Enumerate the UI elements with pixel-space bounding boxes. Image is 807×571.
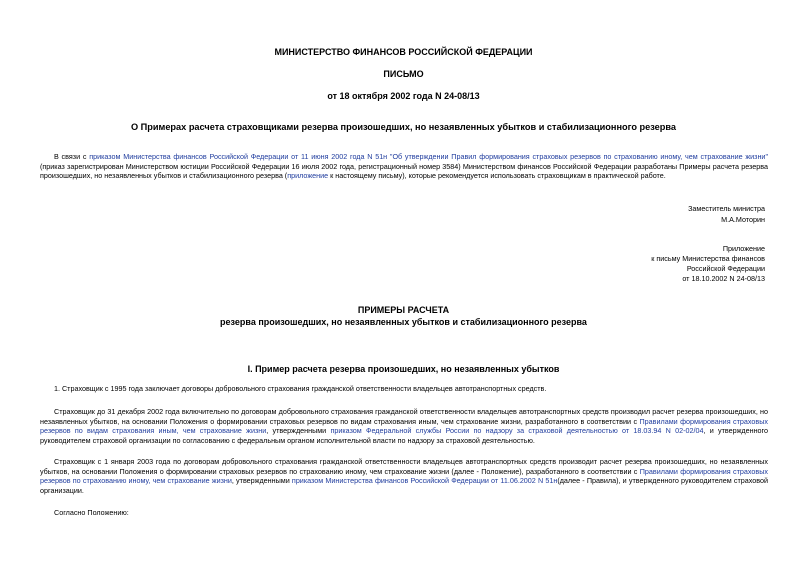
section-1-heading: I. Пример расчета резерва произошедших, но незаявленных убытков <box>247 364 560 374</box>
signature-name: М.А.Моторин <box>721 215 765 224</box>
appendix-ref-line-4: от 18.10.2002 N 24-08/13 <box>682 274 765 283</box>
intro-text-3: к настоящему письму), которые рекомендуется использовать страховщикам в практической работе. <box>328 171 666 181</box>
intro-text-2: (приказ зарегистрирован Министерством юстиции Российской Федерации 16 июля 2002 года, регистрационный номер 3584) Министерством финансов Российской Федерации разработаны Примеры расчета резерва произошедших, но незаявленных убытков и стабилизационного резерва ( <box>40 161 768 181</box>
p2-text-2: , утвержденными <box>266 426 331 436</box>
reserves-rules-2002-link[interactable]: Правилами формирования страховых резервов по страхованию иному, чем страхование жизни <box>40 466 769 486</box>
intro-paragraph <box>40 152 768 181</box>
paragraph-3 <box>40 457 768 495</box>
appendix-link[interactable]: приложение <box>287 171 329 181</box>
reserves-rules-1994-link[interactable]: Правилами формирования страховых резервов по видам страхования иным, чем страхование жизни <box>40 416 769 436</box>
p2-text-1: Страховщик до 31 декабря 2002 года включительно по договорам добровольного страхования гражданской ответственности владельцев автотранспортных средств производил расчет резерва произошедших, но незаявленных убытков, на основании Положения о формировании страховых резервов по видам страхования иным, чем страхование жизни, разработанного в соответствии с <box>40 407 768 426</box>
document-subject: О Примерах расчета страховщиками резерва произошедших, но незаявленных убытков и стабилизационного резерва <box>130 122 677 132</box>
document-date-number: от 18 октября 2002 года N 24-08/13 <box>327 91 480 101</box>
paragraph-4: Согласно Положению: <box>54 508 129 517</box>
order-51n-link[interactable]: приказом Министерства финансов Российской Федерации от 11 июня 2002 года N 51н "Об утверждении Правил формирования страховых резервов по страхованию иному, чем страхование жизни" <box>89 152 768 161</box>
appendix-ref-line-1: Приложение <box>722 244 765 253</box>
order-51n-2002-link[interactable]: приказом Министерства финансов Российской Федерации от 11.06.2002 N 51н <box>291 476 558 486</box>
ministry-heading: МИНИСТЕРСТВО ФИНАНСОВ РОССИЙСКОЙ ФЕДЕРАЦИИ <box>274 47 533 57</box>
appendix-title: ПРИМЕРЫ РАСЧЕТА <box>357 305 450 315</box>
appendix-subtitle: резерва произошедших, но незаявленных убытков и стабилизационного резерва <box>220 317 587 327</box>
paragraph-2 <box>40 407 768 445</box>
p3-text-2: , утвержденными <box>231 476 292 486</box>
signature-position: Заместитель министра <box>688 204 765 213</box>
order-1994-link[interactable]: приказом Федеральной службы России по надзору за страховой деятельностью от 18.03.94 N 02-02/04 <box>330 426 704 436</box>
intro-text-1: В связи с <box>54 152 90 161</box>
appendix-ref-line-3: Российской Федерации <box>686 264 765 273</box>
document-type: ПИСЬМО <box>383 69 424 79</box>
p3-text-3: (далее - Правила), и утвержденного руководителем страховой организации. <box>40 476 768 495</box>
p2-text-3: , и утвержденного руководителем страховой организации по согласованию с федеральным органом исполнительной власти по надзору за страховой деятельностью. <box>40 426 768 445</box>
p3-text-1: Страховщик с 1 января 2003 года по договорам добровольного страхования гражданской ответственности владельцев автотранспортных средств производит расчет резерва произошедших, но незаявленных убытков, на основании Положения о формировании страховых резервов по страхованию иному, чем страхование жизни (далее - Положение), разработанного в соответствии с <box>40 457 768 476</box>
paragraph-1: 1. Страховщик с 1995 года заключает договоры добровольного страхования гражданской ответственности владельцев автотранспортных средств. <box>54 384 547 393</box>
appendix-ref-line-2: к письму Министерства финансов <box>651 254 765 263</box>
